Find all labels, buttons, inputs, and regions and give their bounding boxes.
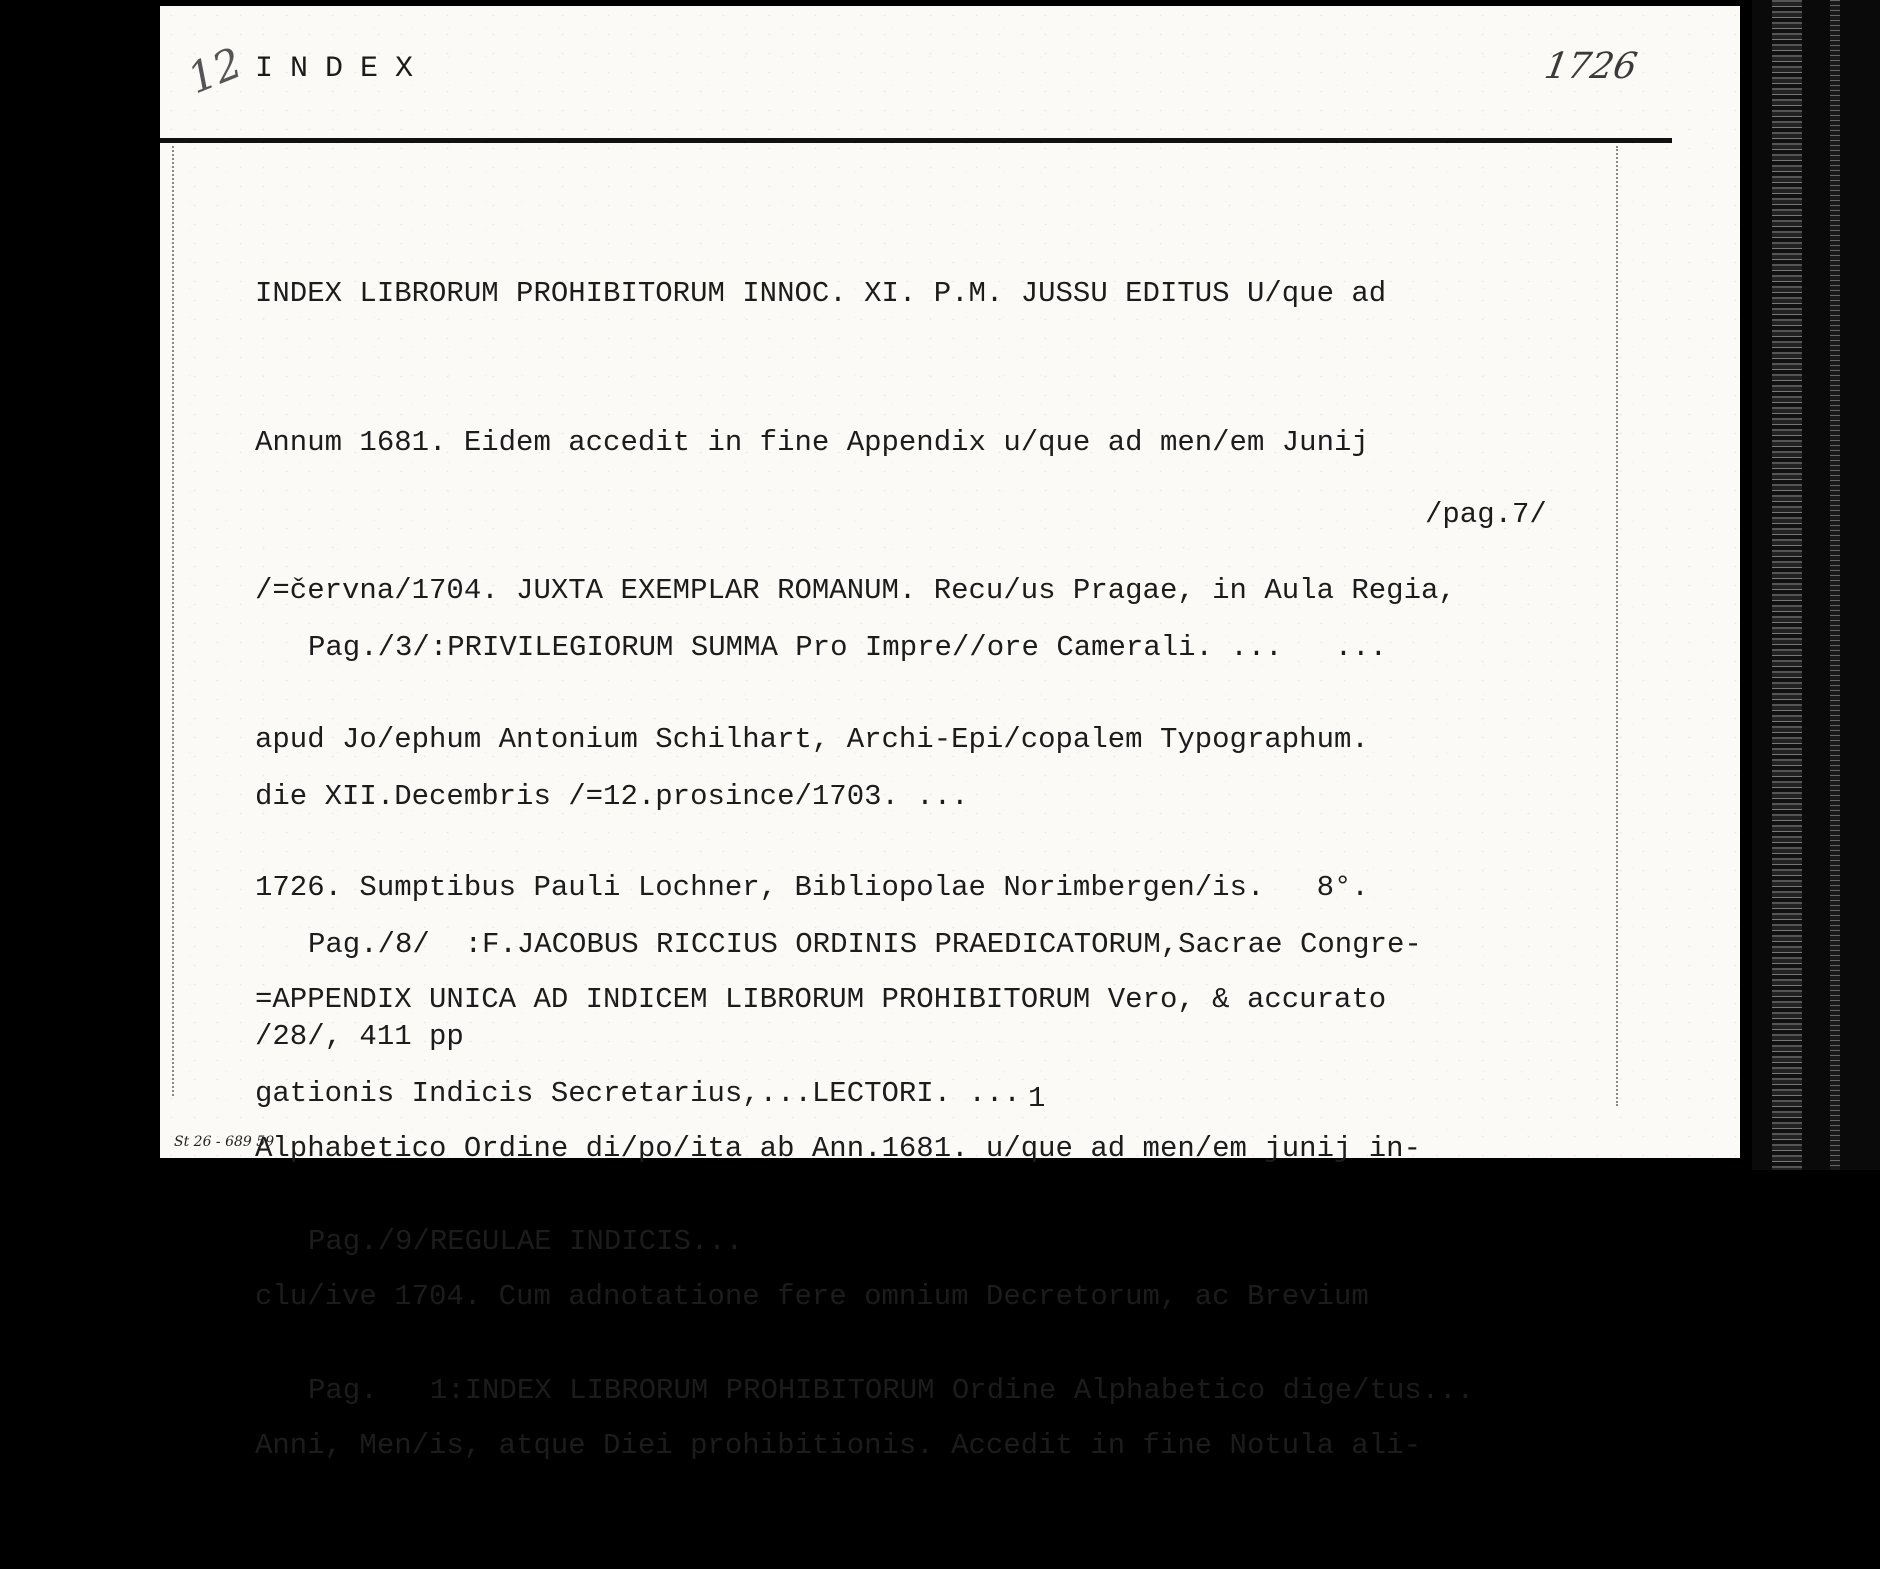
appendix-line: Anni, Men/is, atque Diei prohibitionis. Accedit in fine Notula ali- [255, 1428, 1421, 1462]
appendix-line: clu/ive 1704. Cum adnotatione fere omnium Decretorum, ac Brevium [255, 1280, 1369, 1313]
scan-edge-texture [1772, 0, 1802, 1170]
citation-line: 1726. Sumptibus Pauli Lochner, Bibliopolae Norimbergen/is. 8°. [255, 871, 1369, 904]
page-number: 1 [1028, 1082, 1046, 1115]
contents-line: Pag./9/REGULAE INDICIS... [308, 1225, 744, 1258]
contents-line: Pag./8/ :F.JACOBUS RICCIUS ORDINIS PRAEDICATORUM,Sacrae Congre- [308, 928, 1422, 961]
catalog-number: 1726 [1541, 46, 1641, 87]
contents-line: Pag./3/:PRIVILEGIORUM SUMMA Pro Impre//ore Camerali. ... ... [308, 631, 1387, 664]
scan-edge-texture [1830, 0, 1840, 1170]
contents-line: gationis Indicis Secretarius,...LECTORI. ... [255, 1076, 1021, 1110]
corner-handwritten-mark: 12 [180, 37, 249, 104]
appendix-line: =APPENDIX UNICA AD INDICEM LIBRORUM PROHIBITORUM Vero, & accurato [255, 983, 1387, 1016]
citation-line: Annum 1681. Eidem accedit in fine Appendix u/que ad men/em Junij [255, 425, 1369, 459]
left-border [172, 146, 174, 1096]
citation-line: INDEX LIBRORUM PROHIBITORUM INNOC. XI. P.M. JUSSU EDITUS U/que ad [255, 277, 1387, 310]
card-title: INDEX [255, 52, 431, 86]
contents-line: die XII.Decembris /=12.prosince/1703. ... [255, 779, 969, 813]
catalog-card [160, 6, 1740, 1462]
footer-code: St 26 - 689 59 [174, 1134, 275, 1150]
contents-line: Pag. 1:INDEX LIBRORUM PROHIBITORUM Ordine Alphabetico dige/tus... [308, 1373, 1474, 1407]
page-note: /pag.7/ [1425, 498, 1547, 531]
scan-edge-strip [1752, 0, 1880, 1170]
citation-line: /=června/1704. JUXTA EXEMPLAR ROMANUM. Recu/us Pragae, in Aula Regia, [255, 574, 1456, 607]
appendix-line: Alphabetico Ordine di/po/ita ab Ann.1681. u/que ad men/em junij in- [255, 1131, 1421, 1165]
citation-line: /28/, 411 pp [255, 1019, 464, 1053]
appendix-block [255, 876, 1421, 1569]
citation-line: apud Jo/ephum Antonium Schilhart, Archi-Epi/copalem Typographum. [255, 722, 1369, 756]
right-border [1616, 146, 1618, 1106]
header-rule [160, 138, 1672, 143]
